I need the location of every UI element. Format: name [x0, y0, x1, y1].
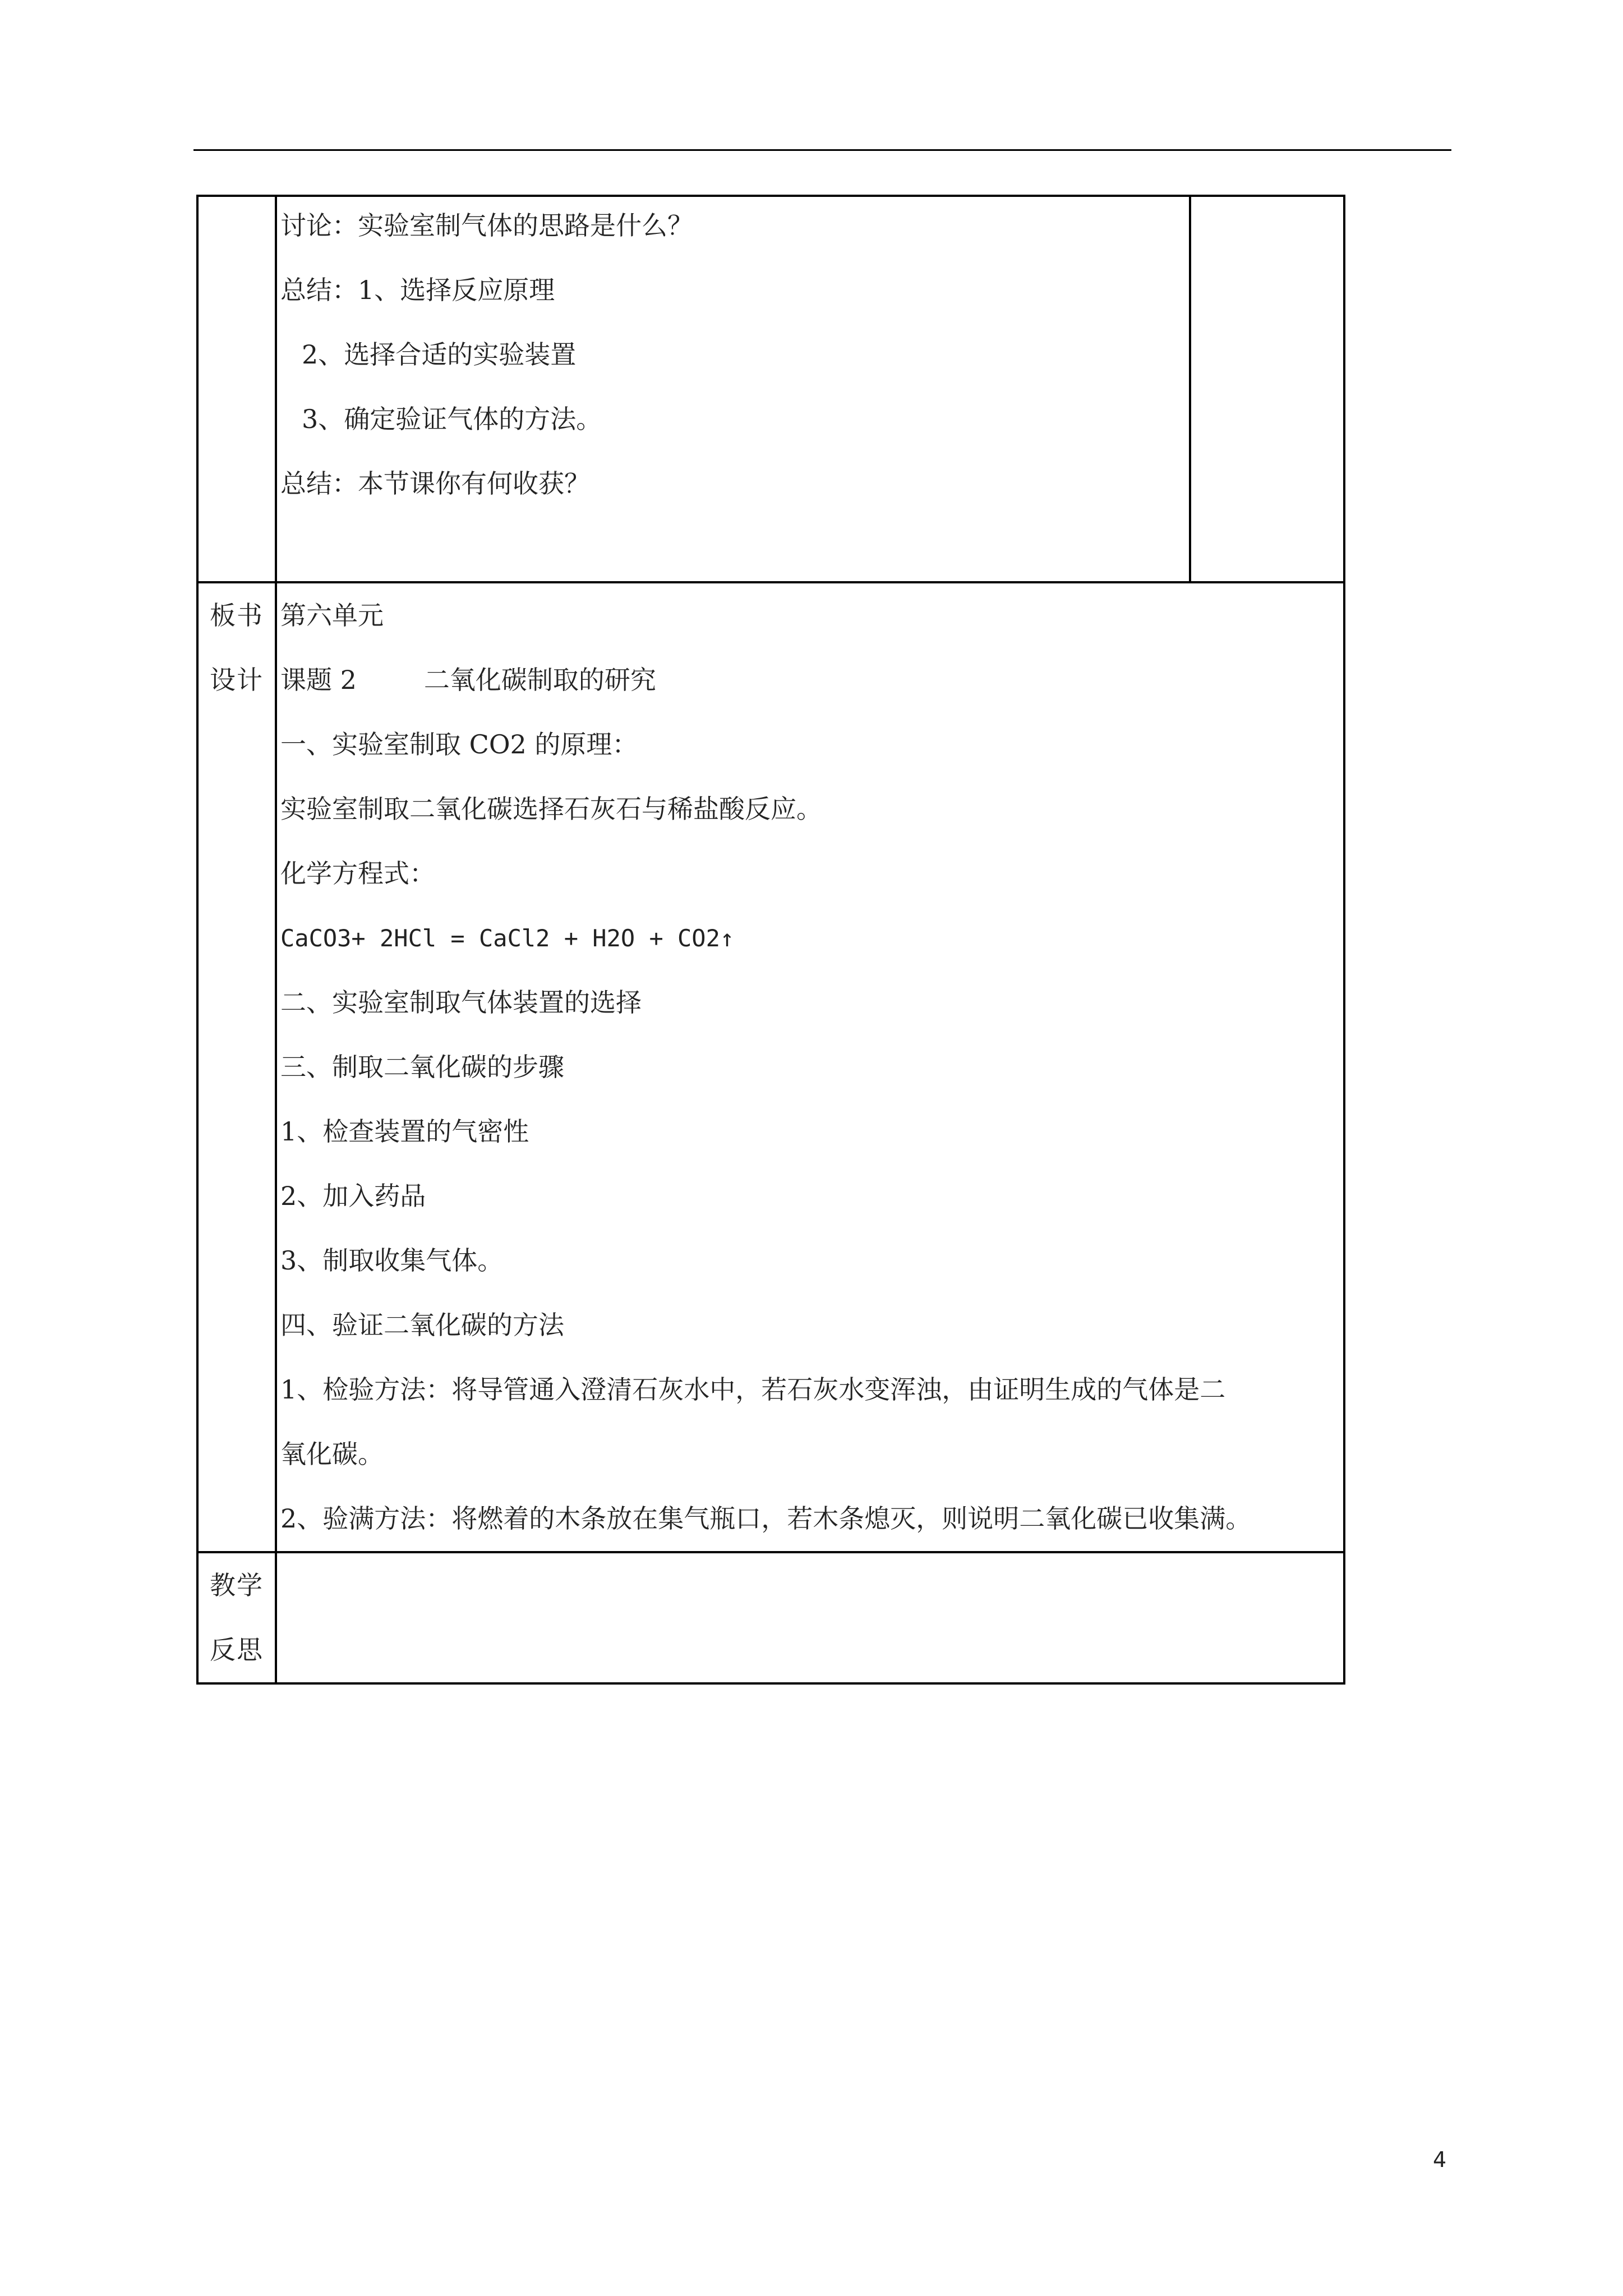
discussion-question: 讨论：实验室制气体的思路是什么？: [280, 210, 693, 241]
reflection-label-bottom: 反思: [210, 1635, 264, 1665]
board-design-row: [197, 582, 1344, 1552]
unit-title: 第六单元: [280, 600, 384, 631]
board-design-content-cell: [276, 582, 1344, 1552]
page-number: 4: [1433, 2147, 1447, 2172]
discussion-row: [197, 196, 1344, 582]
step-2: 2、加入药品: [280, 1181, 426, 1211]
board-design-label-bottom: 设计: [210, 665, 264, 695]
verify-method-line-1: 1、检验方法：将导管通入澄清石灰水中，若石灰水变浑浊，由证明生成的气体是二: [280, 1374, 1226, 1405]
principle-heading: 一、实验室制取 CO2 的原理：: [280, 729, 638, 760]
topic-title: 二氧化碳制取的研究: [423, 665, 656, 695]
board-design-label-cell: [197, 582, 276, 1552]
topic-number: 课题 2: [280, 665, 357, 695]
summary-item-3: 3、确定验证气体的方法。: [302, 404, 602, 434]
apparatus-heading: 二、实验室制取气体装置的选择: [280, 987, 642, 1018]
verify-method-line-2: 氧化碳。: [280, 1439, 384, 1469]
header-rule: [193, 149, 1451, 151]
verify-heading: 四、验证二氧化碳的方法: [280, 1310, 564, 1340]
discussion-content-cell: [276, 196, 1190, 582]
step-1: 1、检查装置的气密性: [280, 1116, 529, 1147]
discussion-label-cell: [197, 196, 276, 582]
chemical-equation: CaCO3+ 2HCl = CaCl2 + H2O + CO2↑: [280, 924, 735, 952]
discussion-side-cell: [1190, 196, 1344, 582]
reflection-content-cell: [276, 1552, 1344, 1683]
reflection-label-cell: [197, 1552, 276, 1683]
steps-heading: 三、制取二氧化碳的步骤: [280, 1052, 564, 1082]
summary-item-2: 2、选择合适的实验装置: [302, 339, 577, 370]
summary-item-1: 总结：1、选择反应原理: [280, 275, 555, 305]
lesson-plan-table: [196, 195, 1345, 1685]
principle-text: 实验室制取二氧化碳选择石灰石与稀盐酸反应。: [280, 794, 822, 824]
reflection-row: [197, 1552, 1344, 1683]
step-3: 3、制取收集气体。: [280, 1245, 504, 1276]
equation-label: 化学方程式：: [280, 858, 435, 889]
summary-gains: 总结：本节课你有何收获？: [280, 468, 590, 499]
topic-line: [277, 648, 1343, 712]
full-check-method: 2、验满方法：将燃着的木条放在集气瓶口，若木条熄灭，则说明二氧化碳已收集满。: [280, 1503, 1252, 1534]
board-design-label-top: 板书: [210, 600, 264, 631]
reflection-label-top: 教学: [210, 1570, 264, 1600]
